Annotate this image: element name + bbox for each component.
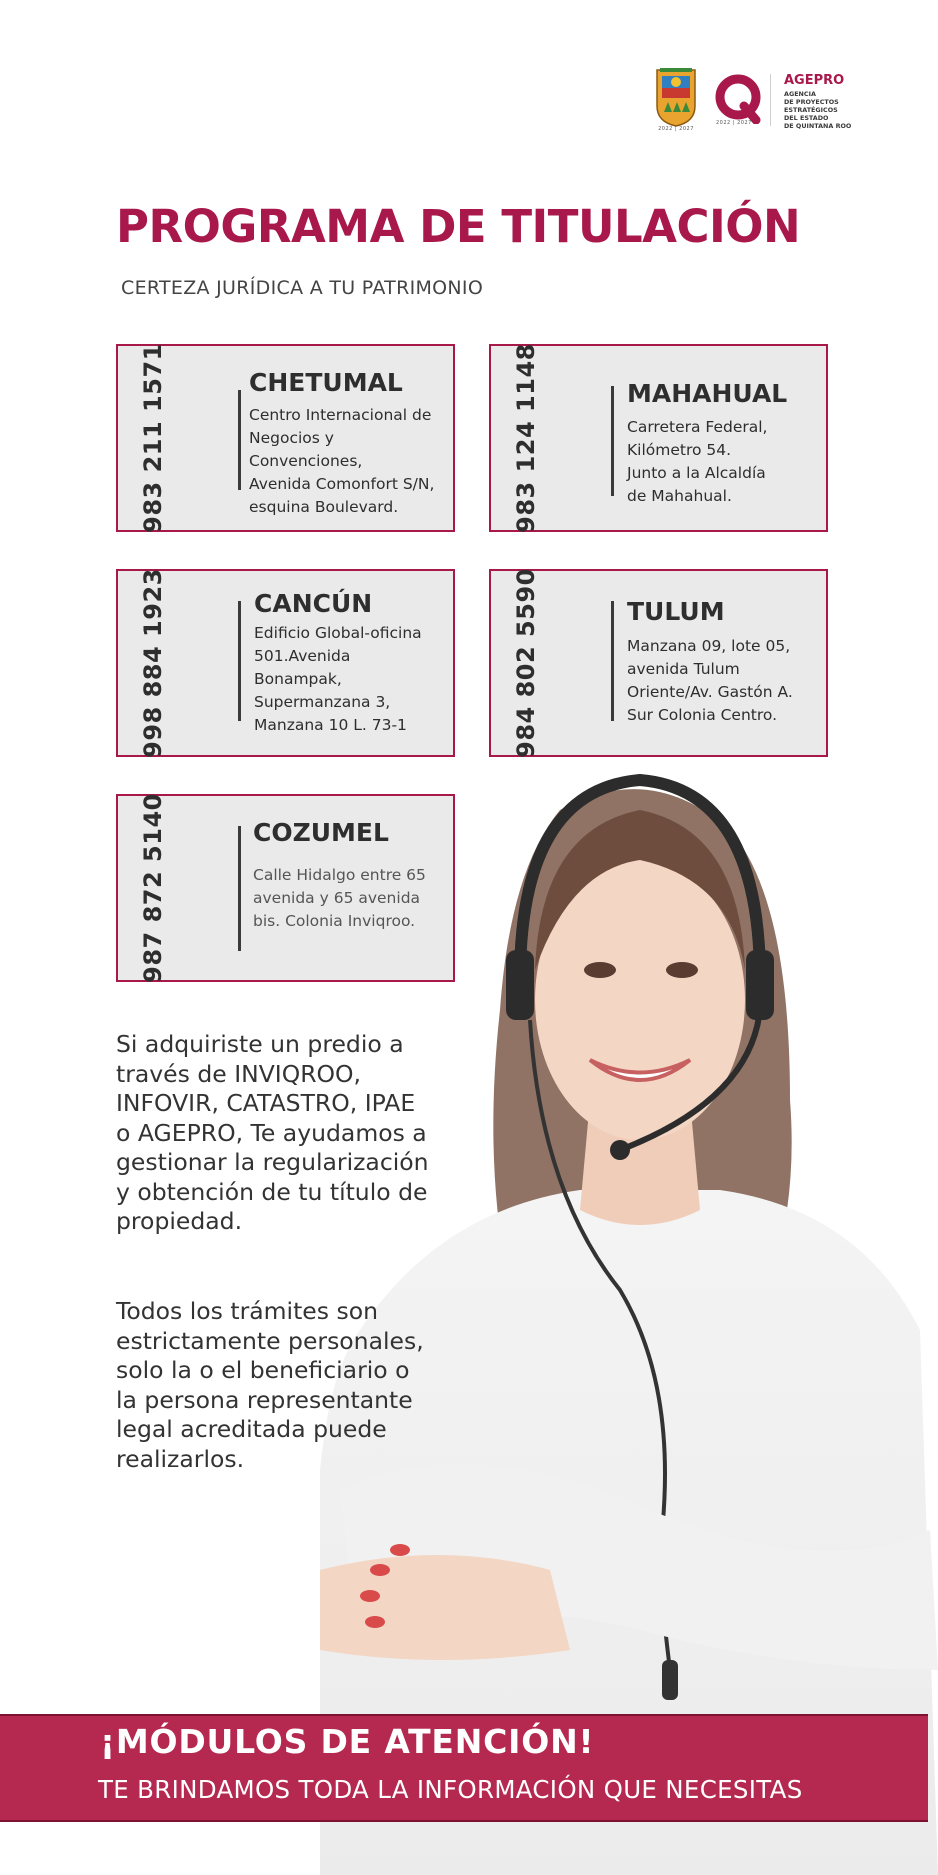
office-card-cozumel	[116, 794, 455, 982]
office-card-mahahual	[489, 344, 828, 532]
office-address: Calle Hidalgo entre 65 avenida y 65 avenida bis. Colonia Inviqroo.	[253, 866, 426, 930]
attention-banner	[0, 1714, 928, 1822]
logo-divider	[770, 74, 771, 126]
divider-line	[611, 601, 614, 721]
office-phone: 983 124 1148	[512, 343, 541, 533]
office-address: Centro Internacional de Negocios y Convenciones, Avenida Comonfort S/N, esquina Boulevard.	[249, 406, 435, 516]
info-paragraph: Si adquiriste un predio a través de INVIQROO, INFOVIR, CATASTRO, IPAE o AGEPRO, Te ayudamos a gestionar la regularización y obtención de tu título de propiedad.	[116, 1030, 429, 1235]
page-subtitle: CERTEZA JURÍDICA A TU PATRIMONIO	[121, 277, 484, 299]
office-card-cancun	[116, 569, 455, 757]
agepro-title: AGEPRO	[784, 73, 845, 88]
divider-line	[238, 390, 241, 490]
divider-line	[611, 386, 614, 496]
quintana-roo-shield-icon	[654, 66, 698, 128]
office-address: Manzana 09, lote 05, avenida Tulum Oriente/Av. Gastón A. Sur Colonia Centro.	[627, 637, 793, 724]
divider-line	[238, 826, 241, 951]
divider-line	[238, 601, 241, 721]
office-city: CHETUMAL	[249, 368, 403, 397]
header-logos	[652, 66, 872, 136]
banner-subtitle: TE BRINDAMOS TODA LA INFORMACIÓN QUE NECESITAS	[98, 1775, 803, 1804]
agepro-subtitle: AGENCIA DE PROYECTOS ESTRATÉGICOS DEL ESTADO DE QUINTANA ROO	[784, 90, 852, 130]
office-address: Carretera Federal, Kilómetro 54. Junto a la Alcaldía de Mahahual.	[627, 418, 768, 505]
office-phone: 987 872 5140	[139, 793, 168, 983]
office-city: MAHAHUAL	[627, 379, 788, 408]
q-logo-years: 2022 | 2027	[716, 120, 752, 126]
office-phone: 983 211 1571	[139, 343, 168, 533]
office-city: TULUM	[627, 597, 725, 626]
office-card-chetumal	[116, 344, 455, 532]
q-logo-icon	[712, 74, 764, 124]
office-city: CANCÚN	[254, 589, 373, 618]
shield-years: 2022 | 2027	[658, 126, 694, 132]
office-city: COZUMEL	[253, 818, 389, 847]
office-address: Edificio Global-oficina 501.Avenida Bonampak, Supermanzana 3, Manzana 10 L. 73-1	[254, 624, 422, 734]
banner-title: ¡MÓDULOS DE ATENCIÓN!	[100, 1722, 595, 1761]
office-phone: 998 884 1923	[139, 568, 168, 758]
page-title: PROGRAMA DE TITULACIÓN	[116, 200, 801, 253]
info-paragraph: Todos los trámites son estrictamente personales, solo la o el beneficiario o la persona representante legal acreditada puede realizarlos.	[116, 1297, 424, 1473]
office-card-tulum	[489, 569, 828, 757]
office-phone: 984 802 5590	[512, 568, 541, 758]
